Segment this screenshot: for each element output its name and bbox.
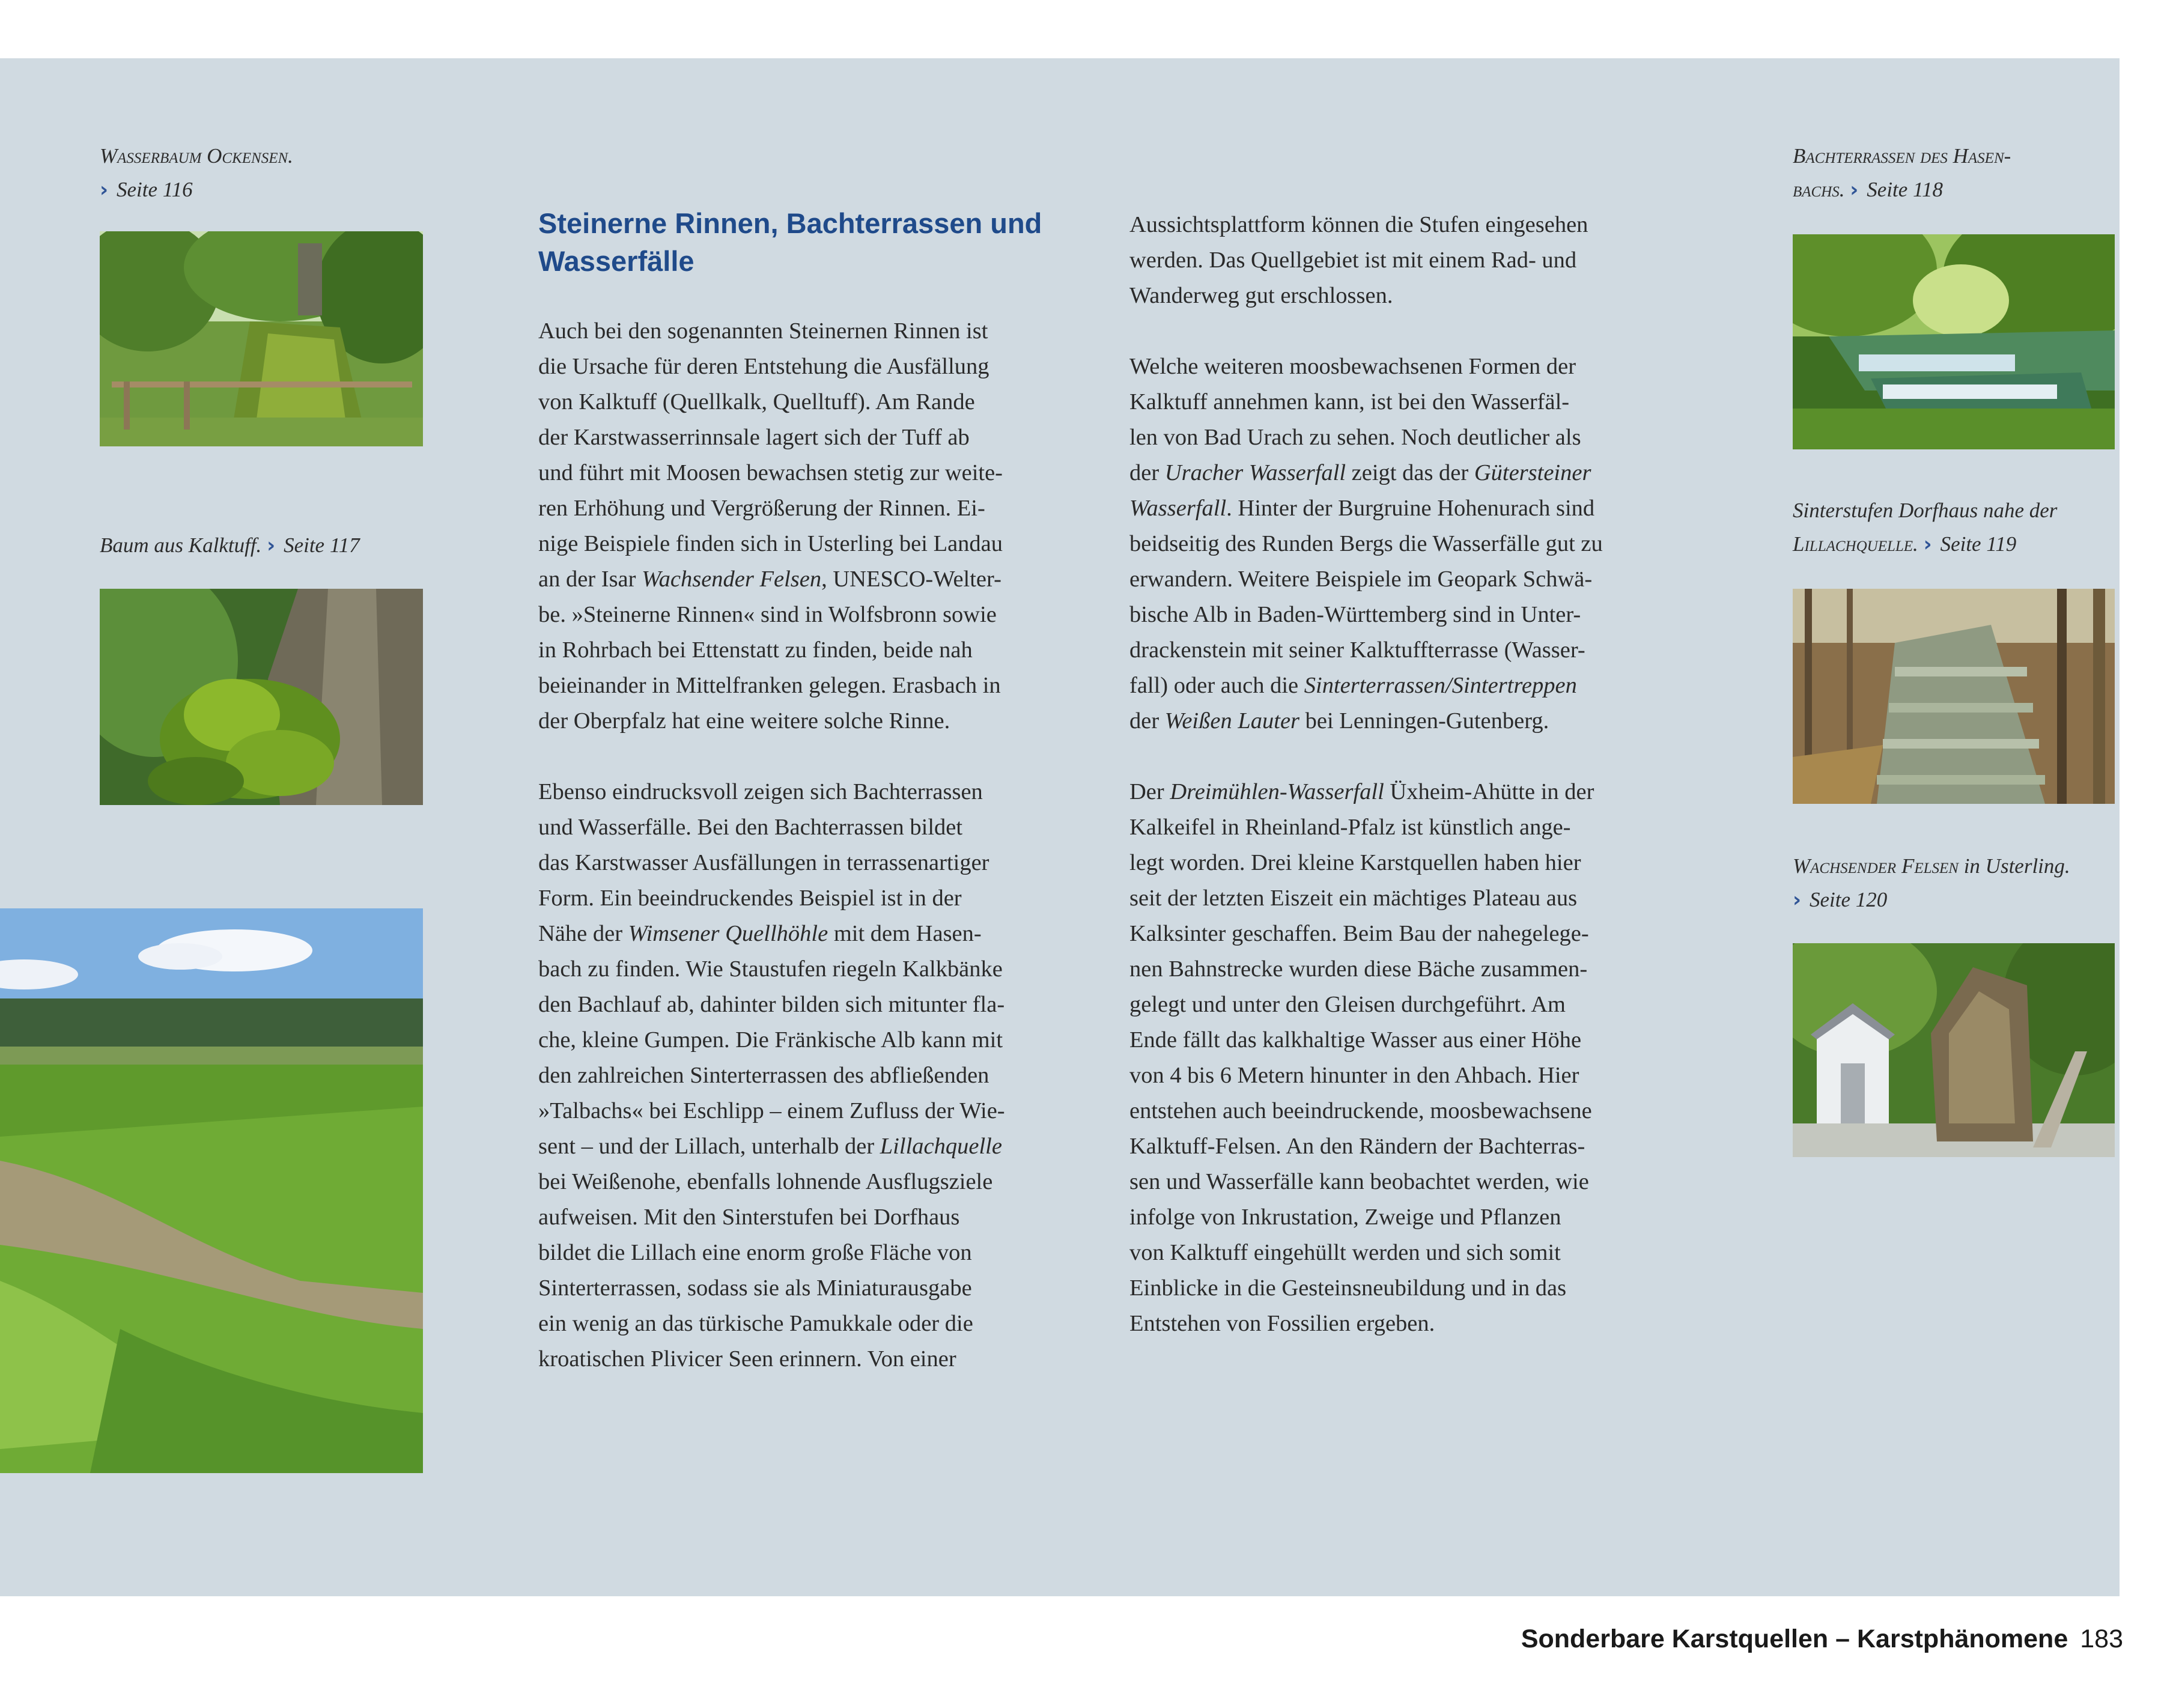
caption-title: Sinterstufen Dorfhaus nahe der [1793,499,2058,522]
place-name: Lillachquelle [880,1134,1002,1159]
caption-title: Wachsender Felsen [1793,854,1959,878]
page-number: 183 [2080,1624,2123,1653]
paragraph: Welche weiteren moosbewachsenen Formen der Kalktuff annehmen kann, ist bei den Wasserfäl- len von Bad Urach zu sehen. Noch deutlicher als der Uracher Wasserfall zeigt das der Gütersteiner Wasserfall. Hinter der Burgruine Hohenurach sind beidseitig des Runden Bergs die Wasserfälle gut zu erwandern. Weitere Beispiele im Geopark Schwä- bische Alb in Baden-Württemberg sind in Unter- drackenstein mit seiner Kalktuffterrasse (Wasser- fall) oder auch die Sinterterrassen/Sintertreppen der Weißen Lauter bei Lenningen-Gutenberg. [1129,354,1603,734]
page-ref-link[interactable]: Seite 117 [284,533,360,557]
page-ref-link[interactable]: Seite 118 [1867,178,1943,201]
caption-title: Baum aus Kalktuff. [100,533,262,557]
place-name: Wasserfall [1129,496,1227,521]
text-column-2 [1129,207,1670,1377]
photo-bachterrassen [1793,234,2115,449]
photo-field-landscape [0,908,423,1473]
chevron-right-icon: › [100,178,109,202]
place-name: Uracher Wasserfall [1164,460,1346,485]
page-ref-link[interactable]: Seite 119 [1940,532,2017,556]
photo-wasserbaum [100,231,423,446]
chevron-right-icon: › [1850,178,1859,202]
caption-bachterrassen [1793,139,2011,207]
caption-sinterstufen [1793,494,2057,561]
place-name: Sinterterrassen/Sintertreppen [1304,673,1577,698]
section-heading [538,204,1091,280]
heading-line: Wasserfälle [538,245,694,277]
place-name: Weißen Lauter [1164,708,1300,734]
text-column-1 [538,314,1079,1412]
photo-wachsender-felsen [1793,943,2115,1157]
caption-baum-kalktuff [100,529,360,562]
place-name: Wimsener Quellhöhle [628,921,828,946]
paragraph: Auch bei den sogenannten Steinernen Rinnen ist die Ursache für deren Entstehung die Ausfällung von Kalktuff (Quellkalk, Quelltuff). Am Rande der Karstwasserrinnsale lagert sich der Tuff ab und führt mit Moosen bewachsen stetig zur weite- ren Erhöhung und Vergrößerung der Rinnen. Ei- nige Beispiele finden sich in Usterling bei Landau an der Isar Wachsender Felsen, UNESCO-Welter- be. »Steinerne Rinnen« sind in Wolfsbronn sowie in Rohrbach bei Ettenstatt zu finden, beide nah beieinander in Mittelfranken gelegen. Erasbach in der Oberpfalz hat eine weitere solche Rinne. [538,318,1003,734]
photo-baum-kalktuff [100,589,423,805]
place-name: Gütersteiner [1474,460,1591,485]
paragraph: Ebenso eindrucksvoll zeigen sich Bachterrassen und Wasserfälle. Bei den Bachterrassen bildet das Karstwasser Ausfällungen in terrassenartiger Form. Ein beeindruckendes Beispiel ist in der Nähe der Wimsener Quellhöhle mit dem Hasen- bach zu finden. Wie Staustufen riegeln Kalkbänke den Bachlauf ab, dahinter bilden sich mitunter fla- che, kleine Gumpen. Die Fränkische Alb kann mit den zahlreichen Sinterterrassen des abfließenden »Talbachs« bei Eschlipp – einem Zufluss der Wie- sent – und der Lillach, unterhalb der Lillachquelle bei Weißenohe, ebenfalls lohnende Ausflugsziele aufweisen. Mit den Sinterstufen bei Dorfhaus bildet die Lillach eine enorm große Fläche von Sinterterrassen, sodass sie als Miniaturausgabe ein wenig an das türkische Pamukkale oder die kroatischen Plivicer Seen erinnern. Von einer [538,779,1005,1372]
page-ref-link[interactable]: Seite 120 [1810,888,1888,911]
caption-wachsender-felsen: Wachsender Felsen in Usterling. › Seite 120 [1793,849,2070,917]
chevron-right-icon: › [267,533,276,558]
heading-line: Steinerne Rinnen, Bachterrassen und [538,207,1042,239]
caption-wasserbaum [100,139,293,207]
chevron-right-icon: › [1793,888,1802,912]
running-footer [1521,1621,2123,1657]
caption-title: Lillachquelle. [1793,532,1918,556]
paragraph: Der Dreimühlen-Wasserfall Üxheim-Ahütte in der Kalkeifel in Rheinland-Pfalz ist künstlich ange- legt worden. Drei kleine Karstquellen haben hier seit der letzten Eiszeit ein mächtiges Plateau aus Kalksinter geschaffen. Beim Bau der nahegelege- nen Bahnstrecke wurden diese Bäche zusammen- gelegt und unter den Gleisen durchgeführt. Am Ende fällt das kalkhaltige Wasser aus einer Höhe von 4 bis 6 Metern hinunter in den Ahbach. Hier entstehen auch beeindruckende, moosbewachsene Kalktuff-Felsen. An den Rändern der Bachterras- sen und Wasserfälle kann beobachtet werden, wie infolge von Inkrustation, Zweige und Pflanzen von Kalktuff eingehüllt werden und sich somit Einblicke in die Gesteinsneubildung und in das Entstehen von Fossilien ergeben. [1129,779,1594,1336]
paragraph: Aussichtsplattform können die Stufen eingesehen werden. Das Quellgebiet ist mit einem Rad- und Wanderweg gut erschlossen. [1129,212,1588,308]
caption-title: Wasserbaum Ockensen. [100,144,293,168]
chevron-right-icon: › [1923,532,1932,556]
caption-title: bachs. [1793,178,1845,201]
page-ref-link[interactable]: Seite 116 [117,178,193,201]
photo-sinterstufen [1793,589,2115,804]
footer-title: Sonderbare Karstquellen – Karstphänomene [1521,1624,2068,1653]
place-name: Wachsender Felsen [642,567,822,592]
caption-title: Bachterrassen des Hasen- [1793,144,2011,168]
place-name: Dreimühlen-Wasserfall [1170,779,1384,804]
